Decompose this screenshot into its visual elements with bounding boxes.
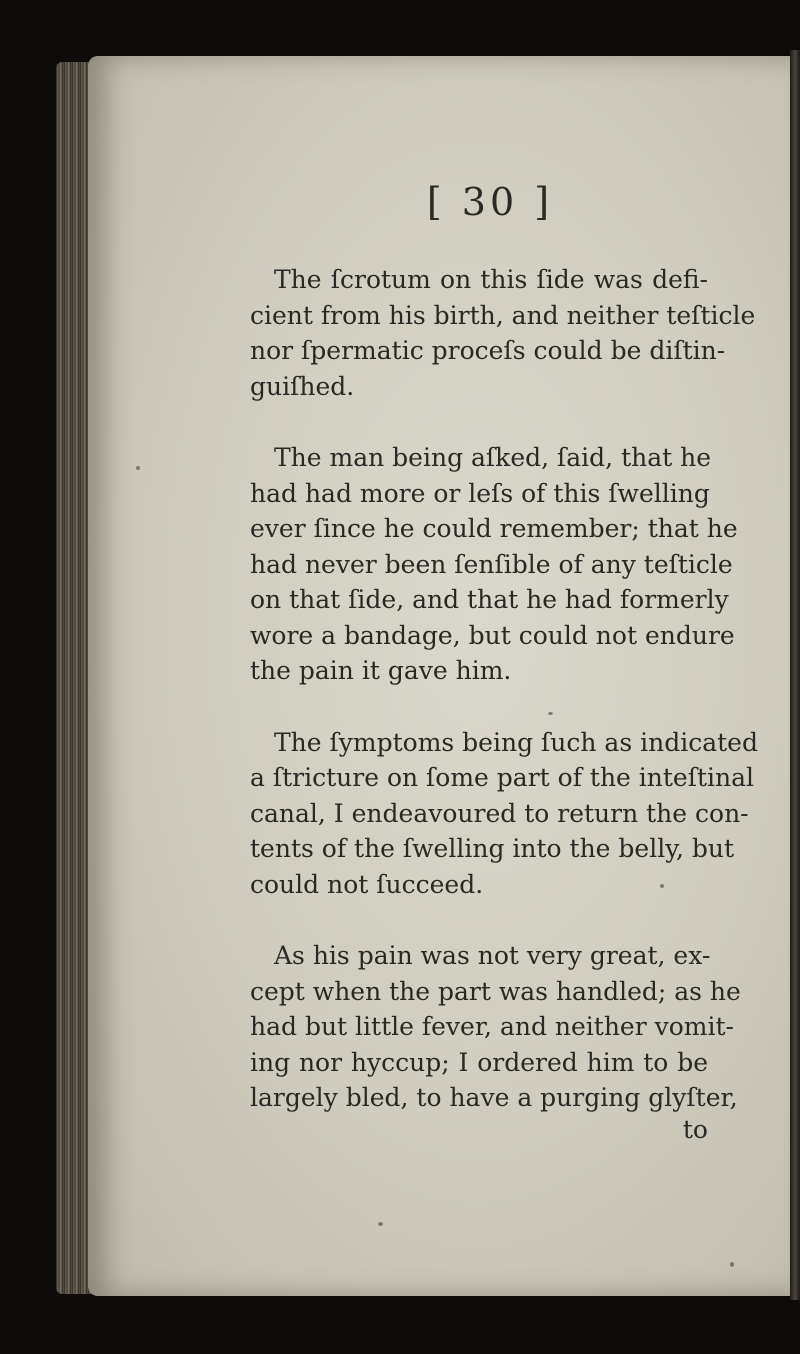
text-line: canal, I endeavoured to return the con- xyxy=(250,798,749,828)
text-line: The ſcrotum on this ſide was defi- xyxy=(274,265,708,294)
text-line: ing nor hyccup; I ordered him to be xyxy=(250,1047,708,1077)
text-line: As his pain was not very great, ex- xyxy=(274,941,711,970)
text-line: ever ſince he could remember; that he xyxy=(250,514,738,543)
page-right-edge xyxy=(790,50,800,1300)
paragraph xyxy=(250,938,741,1116)
text-line: nor ſpermatic proceſs could be diſtin- xyxy=(250,336,726,365)
paper-speck xyxy=(730,1262,734,1267)
text-line: cept when the part was handled; as he xyxy=(250,976,741,1006)
text-line: had never been ſenſible of any teſticle xyxy=(250,549,733,579)
paper-speck xyxy=(378,1222,383,1226)
text-line: cient from his birth, and neither teſticle xyxy=(250,300,756,330)
text-line: on that ſide, and that he had formerly xyxy=(250,585,729,614)
text-line: could not ſucceed. xyxy=(250,869,484,899)
text-line: guiſhed. xyxy=(250,371,355,401)
paragraph xyxy=(250,262,756,404)
paper-speck xyxy=(548,712,553,715)
page-number: [ 30 ] xyxy=(426,180,554,224)
text-line: had but little fever, and neither vomit- xyxy=(250,1012,734,1041)
text-line: a ſtricture on ſome part of the inteſtinal xyxy=(250,763,755,792)
paragraph xyxy=(250,440,738,689)
text-line: The ſymptoms being ſuch as indicated xyxy=(274,727,758,757)
catchword: to xyxy=(682,1115,708,1144)
paragraph xyxy=(250,725,758,903)
text-line: wore a bandage, but could not endure xyxy=(250,620,735,650)
paper-speck xyxy=(660,884,664,888)
text-line: had had more or leſs of this ſwelling xyxy=(250,478,710,508)
text-line: largely bled, to have a purging glyſter, xyxy=(250,1083,738,1112)
text-line: The man being aſked, ſaid, that he xyxy=(274,443,712,472)
text-line: the pain it gave him. xyxy=(250,656,512,685)
paper-speck xyxy=(136,466,140,470)
body-text xyxy=(250,262,758,1152)
text-line: tents of the ſwelling into the belly, but xyxy=(250,834,735,863)
